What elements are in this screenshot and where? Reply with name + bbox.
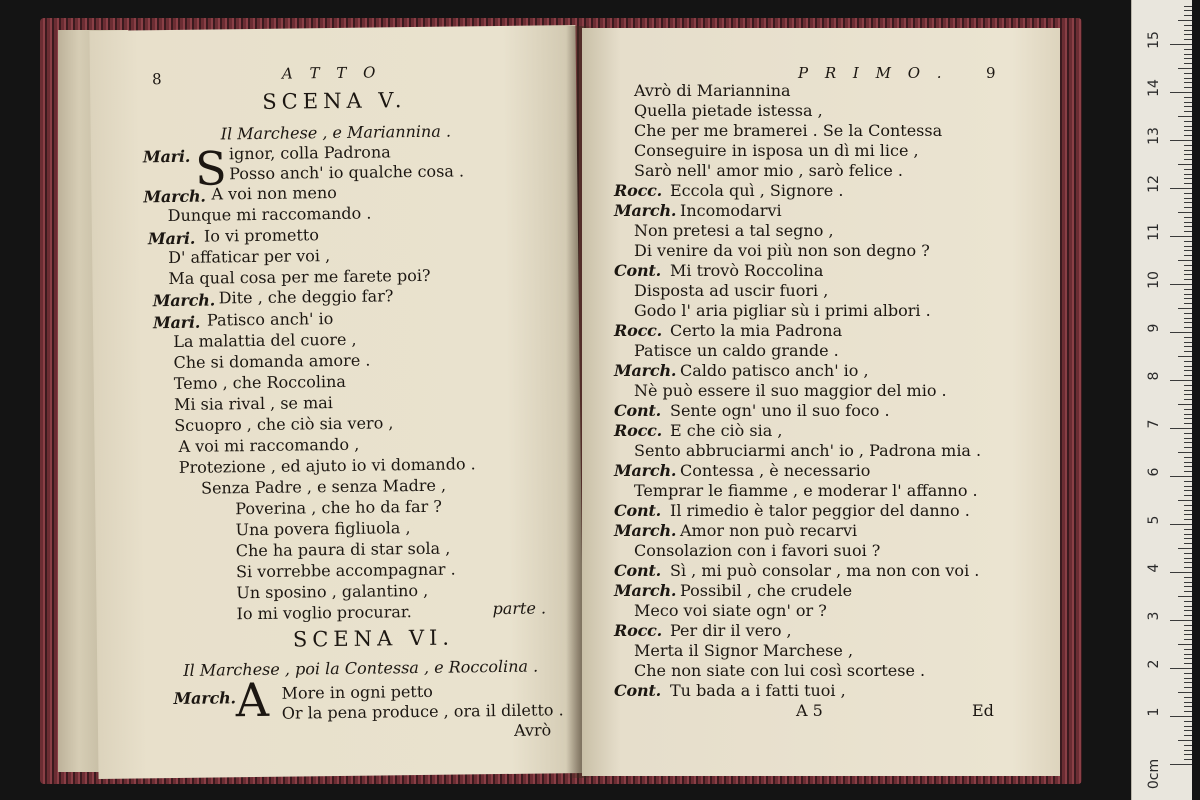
ruler-tick [1184, 745, 1192, 746]
verse-line: Il rimedio è talor peggior del danno . [670, 501, 970, 520]
verse-line: Or la pena produce , ora il diletto . [281, 700, 564, 723]
ruler-tick [1184, 337, 1192, 338]
ruler-tick [1178, 596, 1192, 597]
verse-line: Sente ogn' uno il suo foco . [670, 401, 890, 420]
ruler-tick [1184, 553, 1192, 554]
ruler-tick [1178, 356, 1192, 357]
speaker-label: Cont. [614, 261, 662, 280]
ruler-number: 7 [1146, 419, 1162, 429]
ruler-tick [1184, 183, 1192, 184]
ruler-tick [1184, 601, 1192, 602]
ruler-tick [1184, 106, 1192, 107]
ruler-tick [1184, 625, 1192, 626]
ruler-tick [1184, 462, 1192, 463]
verse-line: Patisce un caldo grande . [634, 341, 839, 360]
ruler-tick [1184, 414, 1192, 415]
ruler-tick [1184, 318, 1192, 319]
verse-line: Ma qual cosa per me farete poi? [168, 265, 431, 289]
ruler-tick [1184, 649, 1192, 650]
verse-line: Eccola quì , Signore . [670, 181, 844, 200]
verse-line: Mi sia rival , se mai [173, 393, 333, 414]
verse-line: Sento abbruciarmi anch' io , Padrona mia . [634, 441, 982, 460]
ruler-tick [1178, 260, 1192, 261]
ruler-tick [1184, 15, 1192, 16]
verse-line: A voi non meno [211, 182, 337, 204]
ruler-tick [1184, 174, 1192, 175]
ruler-number: 2 [1146, 659, 1162, 669]
ruler-tick [1184, 654, 1192, 655]
ruler-number: 8 [1146, 371, 1162, 381]
ruler-tick [1184, 361, 1192, 362]
verse-line: Che ha paura di star sola , [235, 538, 451, 561]
verse-line: Per dir il vero , [670, 621, 792, 640]
ruler-number: 4 [1146, 563, 1162, 573]
speaker-label: March. [143, 186, 206, 207]
right-page [582, 28, 1060, 776]
verse-line: Io mi voglio procurar. [236, 602, 412, 624]
ruler-tick [1184, 198, 1192, 199]
ruler-tick [1184, 490, 1192, 491]
ruler-tick [1184, 495, 1192, 496]
ruler-tick [1184, 298, 1192, 299]
ruler-tick [1184, 529, 1192, 530]
ruler-tick [1184, 409, 1192, 410]
verse-line: Meco voi siate ogn' or ? [634, 601, 827, 620]
ruler-tick [1184, 246, 1192, 247]
ruler-tick [1184, 390, 1192, 391]
ruler-number: 14 [1146, 79, 1162, 97]
ruler-tick [1184, 279, 1192, 280]
speaker-label: Cont. [614, 561, 662, 580]
ruler-tick [1184, 711, 1192, 712]
ruler-tick [1170, 380, 1192, 381]
ruler-tick [1178, 644, 1192, 645]
ruler-tick [1184, 399, 1192, 400]
ruler-tick [1184, 226, 1192, 227]
ruler-tick [1184, 87, 1192, 88]
speaker-label: March. [614, 581, 677, 600]
verse-line: La malattia del cuore , [173, 329, 357, 351]
verse-line: Mi trovò Roccolina [670, 261, 824, 280]
ruler-tick [1170, 620, 1192, 621]
scene-v-heading: SCENA V. [262, 88, 407, 114]
ruler-number: 15 [1146, 31, 1162, 49]
verse-line: Incomodarvi [680, 201, 782, 220]
ruler-tick [1184, 754, 1192, 755]
catchword: Ed [972, 701, 994, 720]
ruler-tick [1184, 6, 1192, 7]
speaker-label: Cont. [614, 681, 662, 700]
ruler-tick [1184, 54, 1192, 55]
ruler-tick [1184, 30, 1192, 31]
verse-line: D' affaticar per voi , [168, 246, 331, 268]
ruler-tick [1184, 207, 1192, 208]
ruler-tick [1184, 178, 1192, 179]
scene-v-characters: Il Marchese , e Mariannina . [220, 121, 452, 144]
measuring-ruler [1131, 0, 1192, 800]
ruler-tick [1178, 740, 1192, 741]
right-page-number: 9 [986, 64, 996, 82]
ruler-tick [1184, 457, 1192, 458]
ruler-tick [1184, 130, 1192, 131]
ruler-tick [1184, 49, 1192, 50]
scene-vi-characters: Il Marchese , poi la Contessa , e Roccolina . [183, 656, 539, 680]
ruler-tick [1184, 265, 1192, 266]
ruler-tick [1170, 284, 1192, 285]
verse-line: Che si domanda amore . [173, 350, 371, 372]
ruler-tick [1184, 510, 1192, 511]
verse-line: Temo , che Roccolina [173, 371, 346, 393]
ruler-tick [1178, 68, 1192, 69]
verse-line: Poverina , che ho da far ? [235, 496, 443, 519]
ruler-tick [1184, 370, 1192, 371]
verse-line: Godo l' aria pigliar sù i primi albori . [634, 301, 931, 320]
ruler-tick [1184, 471, 1192, 472]
verse-line: Di venire da voi più non son degno ? [634, 241, 930, 260]
ruler-tick [1184, 750, 1192, 751]
verse-line: Amor non può recarvi [680, 521, 858, 540]
ruler-tick [1184, 255, 1192, 256]
speaker-label: Rocc. [614, 321, 663, 340]
ruler-tick [1184, 351, 1192, 352]
ruler-tick [1184, 217, 1192, 218]
ruler-tick [1184, 630, 1192, 631]
ruler-number: 5 [1146, 515, 1162, 525]
verse-line: ignor, colla Padrona [228, 142, 391, 164]
speaker-label: Mari. [147, 228, 196, 249]
ruler-tick [1178, 20, 1192, 21]
verse-line: Caldo patisco anch' io , [680, 361, 869, 380]
ruler-tick [1184, 346, 1192, 347]
ruler-tick [1184, 534, 1192, 535]
ruler-tick [1184, 231, 1192, 232]
ruler-tick [1184, 634, 1192, 635]
ruler-number: 10 [1146, 271, 1162, 289]
ruler-tick [1184, 150, 1192, 151]
ruler-tick [1184, 385, 1192, 386]
ruler-tick [1184, 759, 1192, 760]
ruler-tick [1178, 548, 1192, 549]
speaker-label: March. [614, 361, 677, 380]
verse-line: Quella pietade istessa , [634, 101, 823, 120]
verse-line: Che non siate con lui così scortese . [634, 661, 926, 680]
ruler-tick [1170, 44, 1192, 45]
speaker-label: Mari. [152, 312, 201, 333]
ruler-tick [1184, 582, 1192, 583]
verse-line: Avrò di Mariannina [634, 81, 791, 100]
verse-line: Certo la mia Padrona [670, 321, 843, 340]
ruler-tick [1184, 442, 1192, 443]
ruler-tick [1184, 505, 1192, 506]
ruler-tick [1184, 682, 1192, 683]
ruler-tick [1184, 82, 1192, 83]
ruler-tick [1184, 222, 1192, 223]
verse-line: Possibil , che crudele [680, 581, 853, 600]
verse-line: A voi mi raccomando , [178, 434, 360, 456]
ruler-tick [1184, 418, 1192, 419]
speaker-label: Cont. [614, 501, 662, 520]
ruler-tick [1184, 577, 1192, 578]
ruler-tick [1184, 126, 1192, 127]
ruler-number: 1 [1146, 707, 1162, 717]
ruler-tick [1184, 342, 1192, 343]
ruler-tick [1184, 658, 1192, 659]
drop-cap-a: A [235, 672, 270, 728]
verse-line: Nè può essere il suo maggior del mio . [634, 381, 947, 400]
drop-cap-s: S [194, 141, 227, 196]
ruler-unit-label: 0cm [1146, 758, 1162, 790]
right-running-head: P R I M O . [798, 64, 948, 82]
ruler-tick [1184, 481, 1192, 482]
ruler-tick [1178, 404, 1192, 405]
stage-direction: parte . [492, 598, 547, 619]
ruler-tick [1184, 63, 1192, 64]
ruler-tick [1184, 10, 1192, 11]
verse-line: Che per me bramerei . Se la Contessa [634, 121, 943, 140]
verse-line: Patisco anch' io [206, 309, 334, 330]
speaker-label: March. [152, 290, 216, 311]
ruler-tick [1184, 313, 1192, 314]
speaker-label: Rocc. [614, 421, 663, 440]
ruler-tick [1184, 159, 1192, 160]
ruler-tick [1170, 476, 1192, 477]
ruler-tick [1184, 327, 1192, 328]
speaker-label: Rocc. [614, 621, 663, 640]
verse-line: Io vi prometto [203, 225, 320, 246]
ruler-tick [1184, 303, 1192, 304]
ruler-tick [1178, 500, 1192, 501]
ruler-tick [1184, 78, 1192, 79]
ruler-tick [1184, 433, 1192, 434]
ruler-tick [1184, 294, 1192, 295]
ruler-tick [1170, 92, 1192, 93]
speaker-label: March. [173, 688, 236, 709]
verse-line: Sarò nell' amor mio , sarò felice . [634, 161, 903, 180]
ruler-tick [1184, 250, 1192, 251]
ruler-tick [1184, 154, 1192, 155]
ruler-tick [1184, 366, 1192, 367]
ruler-tick [1184, 514, 1192, 515]
verse-line: Temprar le fiamme , e moderar l' affanno . [634, 481, 978, 500]
verse-line: Una povera figliuola , [235, 518, 411, 540]
ruler-tick [1170, 668, 1192, 669]
ruler-tick [1178, 308, 1192, 309]
ruler-tick [1184, 663, 1192, 664]
ruler-tick [1184, 274, 1192, 275]
verse-line: Sì , mi può consolar , ma non con voi . [670, 561, 980, 580]
ruler-tick [1184, 73, 1192, 74]
ruler-tick [1184, 687, 1192, 688]
ruler-tick [1184, 466, 1192, 467]
ruler-tick [1184, 202, 1192, 203]
ruler-tick [1184, 394, 1192, 395]
ruler-tick [1170, 188, 1192, 189]
ruler-tick [1184, 270, 1192, 271]
ruler-tick [1184, 486, 1192, 487]
ruler-tick [1184, 169, 1192, 170]
ruler-tick [1178, 452, 1192, 453]
speaker-label: Cont. [614, 401, 662, 420]
ruler-number: 6 [1146, 467, 1162, 477]
ruler-tick [1170, 716, 1192, 717]
ruler-tick [1184, 735, 1192, 736]
verse-line: Un sposino , galantino , [236, 580, 429, 603]
ruler-tick [1184, 558, 1192, 559]
ruler-tick [1184, 562, 1192, 563]
ruler-tick [1170, 428, 1192, 429]
ruler-tick [1184, 145, 1192, 146]
ruler-number: 9 [1146, 323, 1162, 333]
ruler-tick [1184, 25, 1192, 26]
ruler-tick [1184, 438, 1192, 439]
ruler-tick [1184, 697, 1192, 698]
verse-line: Si vorrebbe accompagnar . [235, 559, 456, 582]
ruler-tick [1184, 423, 1192, 424]
left-page-number: 8 [151, 70, 162, 89]
ruler-tick [1184, 639, 1192, 640]
ruler-tick [1184, 39, 1192, 40]
ruler-tick [1170, 332, 1192, 333]
ruler-tick [1184, 34, 1192, 35]
ruler-tick [1184, 678, 1192, 679]
ruler-tick [1184, 538, 1192, 539]
verse-line: Non pretesi a tal segno , [634, 221, 834, 240]
ruler-tick [1184, 193, 1192, 194]
speaker-label: Mari. [142, 146, 191, 167]
ruler-tick [1184, 702, 1192, 703]
verse-line: E che ciò sia , [670, 421, 783, 440]
verse-line: Dite , che deggio far? [218, 286, 394, 308]
signature-mark: A 5 [796, 701, 823, 720]
ruler-tick [1184, 447, 1192, 448]
verse-line: Tu bada a i fatti tuoi , [670, 681, 846, 700]
ruler-tick [1170, 140, 1192, 141]
ruler-tick [1178, 692, 1192, 693]
verse-line: Conseguire in isposa un dì mi lice , [634, 141, 919, 160]
ruler-tick [1170, 572, 1192, 573]
speaker-label: March. [614, 201, 677, 220]
verse-line: Merta il Signor Marchese , [634, 641, 854, 660]
ruler-tick [1184, 519, 1192, 520]
ruler-tick [1184, 102, 1192, 103]
ruler-tick [1184, 606, 1192, 607]
ruler-tick [1178, 164, 1192, 165]
verse-line: Dunque mi raccomando . [167, 203, 372, 226]
verse-line: Consolazion con i favori suoi ? [634, 541, 881, 560]
ruler-tick [1184, 567, 1192, 568]
ruler-tick [1184, 543, 1192, 544]
ruler-tick [1184, 721, 1192, 722]
ruler-tick [1178, 212, 1192, 213]
ruler-number: 3 [1146, 611, 1162, 621]
ruler-number: 11 [1146, 223, 1162, 241]
verse-line: More in ogni petto [281, 681, 433, 703]
ruler-number: 12 [1146, 175, 1162, 193]
verse-line: Protezione , ed ajuto io vi domando . [178, 454, 476, 477]
ruler-number: 13 [1146, 127, 1162, 145]
verse-line: Contessa , è necessario [680, 461, 871, 480]
verse-line: Scuopro , che ciò sia vero , [174, 413, 394, 435]
ruler-tick [1184, 241, 1192, 242]
ruler-tick [1184, 322, 1192, 323]
verse-line: Posso anch' io qualche cosa . [229, 161, 465, 184]
ruler-tick [1184, 730, 1192, 731]
ruler-tick [1184, 289, 1192, 290]
ruler-tick [1184, 615, 1192, 616]
ruler-tick [1184, 610, 1192, 611]
ruler-tick [1184, 111, 1192, 112]
ruler-tick [1184, 673, 1192, 674]
verse-line: Senza Padre , e senza Madre , [200, 475, 447, 498]
ruler-tick [1184, 58, 1192, 59]
left-page [89, 25, 584, 779]
ruler-tick [1184, 726, 1192, 727]
speaker-label: Rocc. [614, 181, 663, 200]
ruler-tick [1184, 591, 1192, 592]
speaker-label: March. [614, 461, 677, 480]
ruler-tick [1184, 97, 1192, 98]
ruler-tick [1184, 706, 1192, 707]
ruler-tick [1184, 135, 1192, 136]
ruler-tick [1178, 116, 1192, 117]
ruler-tick [1184, 586, 1192, 587]
speaker-label: March. [614, 521, 677, 540]
ruler-tick [1170, 524, 1192, 525]
ruler-tick [1170, 764, 1192, 765]
ruler-tick [1184, 121, 1192, 122]
left-running-head: A T T O [281, 63, 382, 83]
scene-vi-heading: SCENA VI. [292, 625, 455, 652]
ruler-tick [1184, 375, 1192, 376]
catchword: Avrò [513, 720, 552, 740]
ruler-tick [1170, 236, 1192, 237]
verse-line: Disposta ad uscir fuori , [634, 281, 829, 300]
